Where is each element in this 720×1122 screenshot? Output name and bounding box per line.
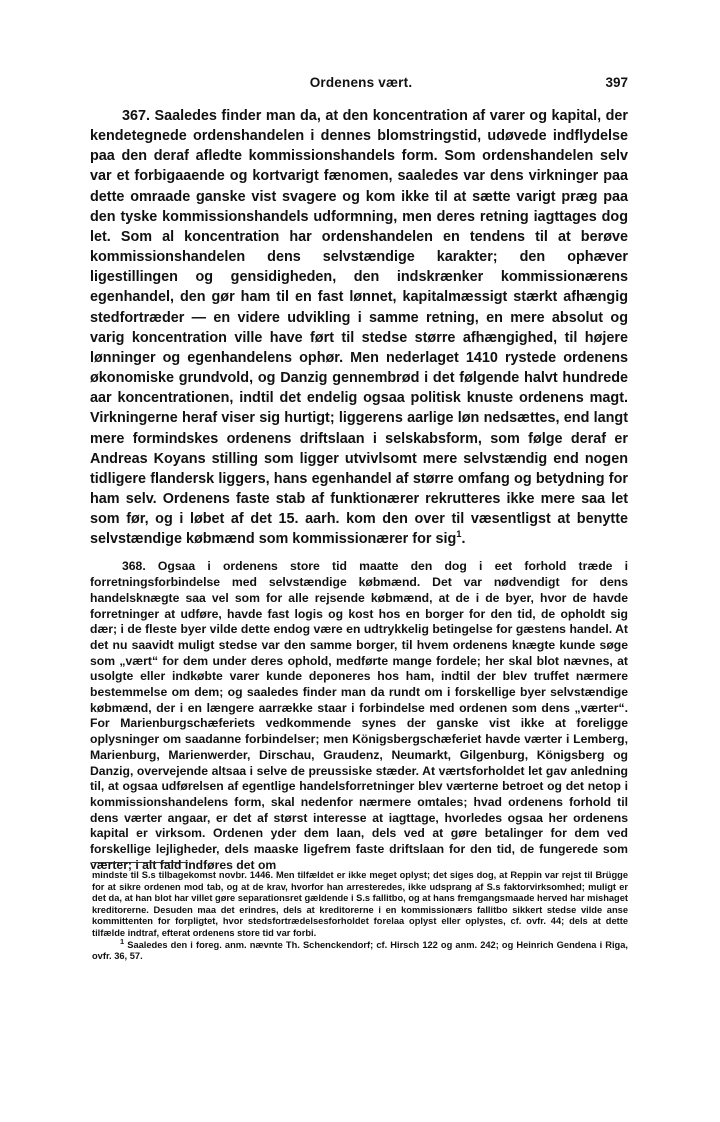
body-text	[90, 106, 628, 874]
footnote-divider	[92, 862, 188, 863]
footnote-1	[92, 936, 628, 963]
footnotes	[92, 870, 628, 963]
footnote-1-marker: 1	[120, 936, 125, 946]
footnote-1-text: Saaledes den i foreg. anm. nævnte Th. Schenckendorf; cf. Hirsch 122 og anm. 242; og Heinrich Gendena i Riga, ovfr. 36, 57.	[92, 939, 628, 962]
running-title: Ordenens vært.	[309, 75, 413, 90]
running-head	[92, 75, 630, 97]
footnote-continuation: mindste til S.s tilbagekomst novbr. 1446. Men tilfældet er ikke meget oplyst; det siges dog, at Reppin var rejst til Brügge for at sikre ordenen mod tab, og at de krav, hvorfor han arresteredes, ikke udsprang af S.s faktorvirksomhed; muligt er det da, at han blot har villet gøre separationsret gældende i S.s fallitbo, og at hans fremgangsmaade herved har mishaget kreditorerne. Desuden maa det erindres, dels at kreditorerne i en kommissionærs fallitbo sikkert stedse vilde anse kommittenten for forpligtet, hvor stedsfortrædelsesforholdet forelaa oplyst eller oplystes, cf. ovfr. 44; dels at dette tilfælde indtraf, efterat ordenens store tid var forbi.	[92, 870, 628, 938]
paragraph-368: 368. Ogsaa i ordenens store tid maatte den dog i eet forhold træde i forretningsforbindelse med selvstændige købmænd. Det var nødvendigt for dens handelsknægte saa vel som for alle rejsende købmænd, at de i de byer, hvor de havde forretninger at udføre, havde fast logis og kost hos en borger for den tid, de opholdt sig dær; i de fleste byer vilde dette endog være en udtrykkelig betingelse for gæstens handel. At det nu saavidt muligt stedse var den samme borger, til hvem ordenens knægte kunde søge som „vært“ for dem under deres ophold, medførte mange fordele; her skal blot nævnes, at usolgte eller indkøbte varer kunde deponeres hos ham, indtil der blev truffet nærmere bestemmelse om dem; og saaledes finder man da rundt om i forskellige byer selvstændige købmænd, der i en længere aarrække staar i forbindelse med ordenen som dens „værter“. For Marienburgschæferiets vedkommende synes der ganske vist ikke at foreligge oplysninger om saadanne forbindelser; men Königsbergschæferiet havde værter i Lemberg, Marienburg, Marienwerder, Dirschau, Graudenz, Neumarkt, Gilgenburg, Königsberg og Danzig, overvejende altsaa i selve de preussiske stæder. At værtsforholdet let gav anledning til, at ogsaa udførelsen af egentlige handelsforretninger blev værterne betroet og det netop i kommissionshandelens form, skal nedenfor nærmere omtales; hvad ordenens forhold til dens værter angaar, er det af størst interesse at iagttage, hvorledes ogsaa her ordenens kapital er virksom. Ordenen yder dem laan, dels ved at gøre betalinger for dem ved forskellige lejligheder, dels maaske ligefrem faste driftslaan for den tid, de fungerede som værter; i alt fald indføres det om	[90, 559, 628, 872]
paragraph-367-end: .	[461, 531, 466, 548]
page-number: 397	[605, 75, 628, 90]
footnote-reference-1: 1	[456, 529, 462, 540]
paragraph-367-text: 367. Saaledes finder man da, at den koncentration af varer og kapital, der kendetegnede ordenshandelen i dennes blomstringstid, udøvede indflydelse paa den deraf afledte kommissionshandels form. Som ordenshandelen selv var et forbigaaende og kortvarigt fænomen, saaledes var dens virkninger paa dette omraade ganske vist svagere og kom ikke til at sætte varigt præg paa den tyske kommissionshandels udformning, men deres retning iagttages dog let. Som al koncentration har ordenshandelen en tendens til at berøve kommissionshandelen dens selvstændige karakter; den ophæver ligestillingen og gensidigheden, den indskrænker kommissionærens egenhandel, den gør ham til en fast lønnet, kapitalmæssigt stærkt afhængig stedfortræder — en videre udvikling i samme retning, en mere absolut og varig koncentration ville have ført til stedse større afhængighed, til højere lønninger og egenhandelens ophør. Men nederlaget 1410 rystede ordenens økonomiske grundvold, og Danzig gennembrød i det følgende halvt hundrede aar koncentrationen, indtil det endelig ogsaa politisk knuste ordenens magt. Virkningerne heraf viser sig hurtigt; liggerens aarlige løn nedsættes, end langt mere formindskes ordenens driftslaan i selskabsform, som følge deraf er Andreas Koyans stilling som ligger utvivlsomt mere selvstændig end nogen tidligere flandersk liggers, hans egenhandel af større omfang og betydning for ham selv. Ordenens faste stab af funktionærer rekrutteres ikke mere saa let som før, og i løbet af det 15. aarh. kom den over til væsentligst at benytte selvstændige købmænd som kommissionærer for sig	[90, 108, 628, 548]
paragraph-367	[90, 106, 628, 549]
